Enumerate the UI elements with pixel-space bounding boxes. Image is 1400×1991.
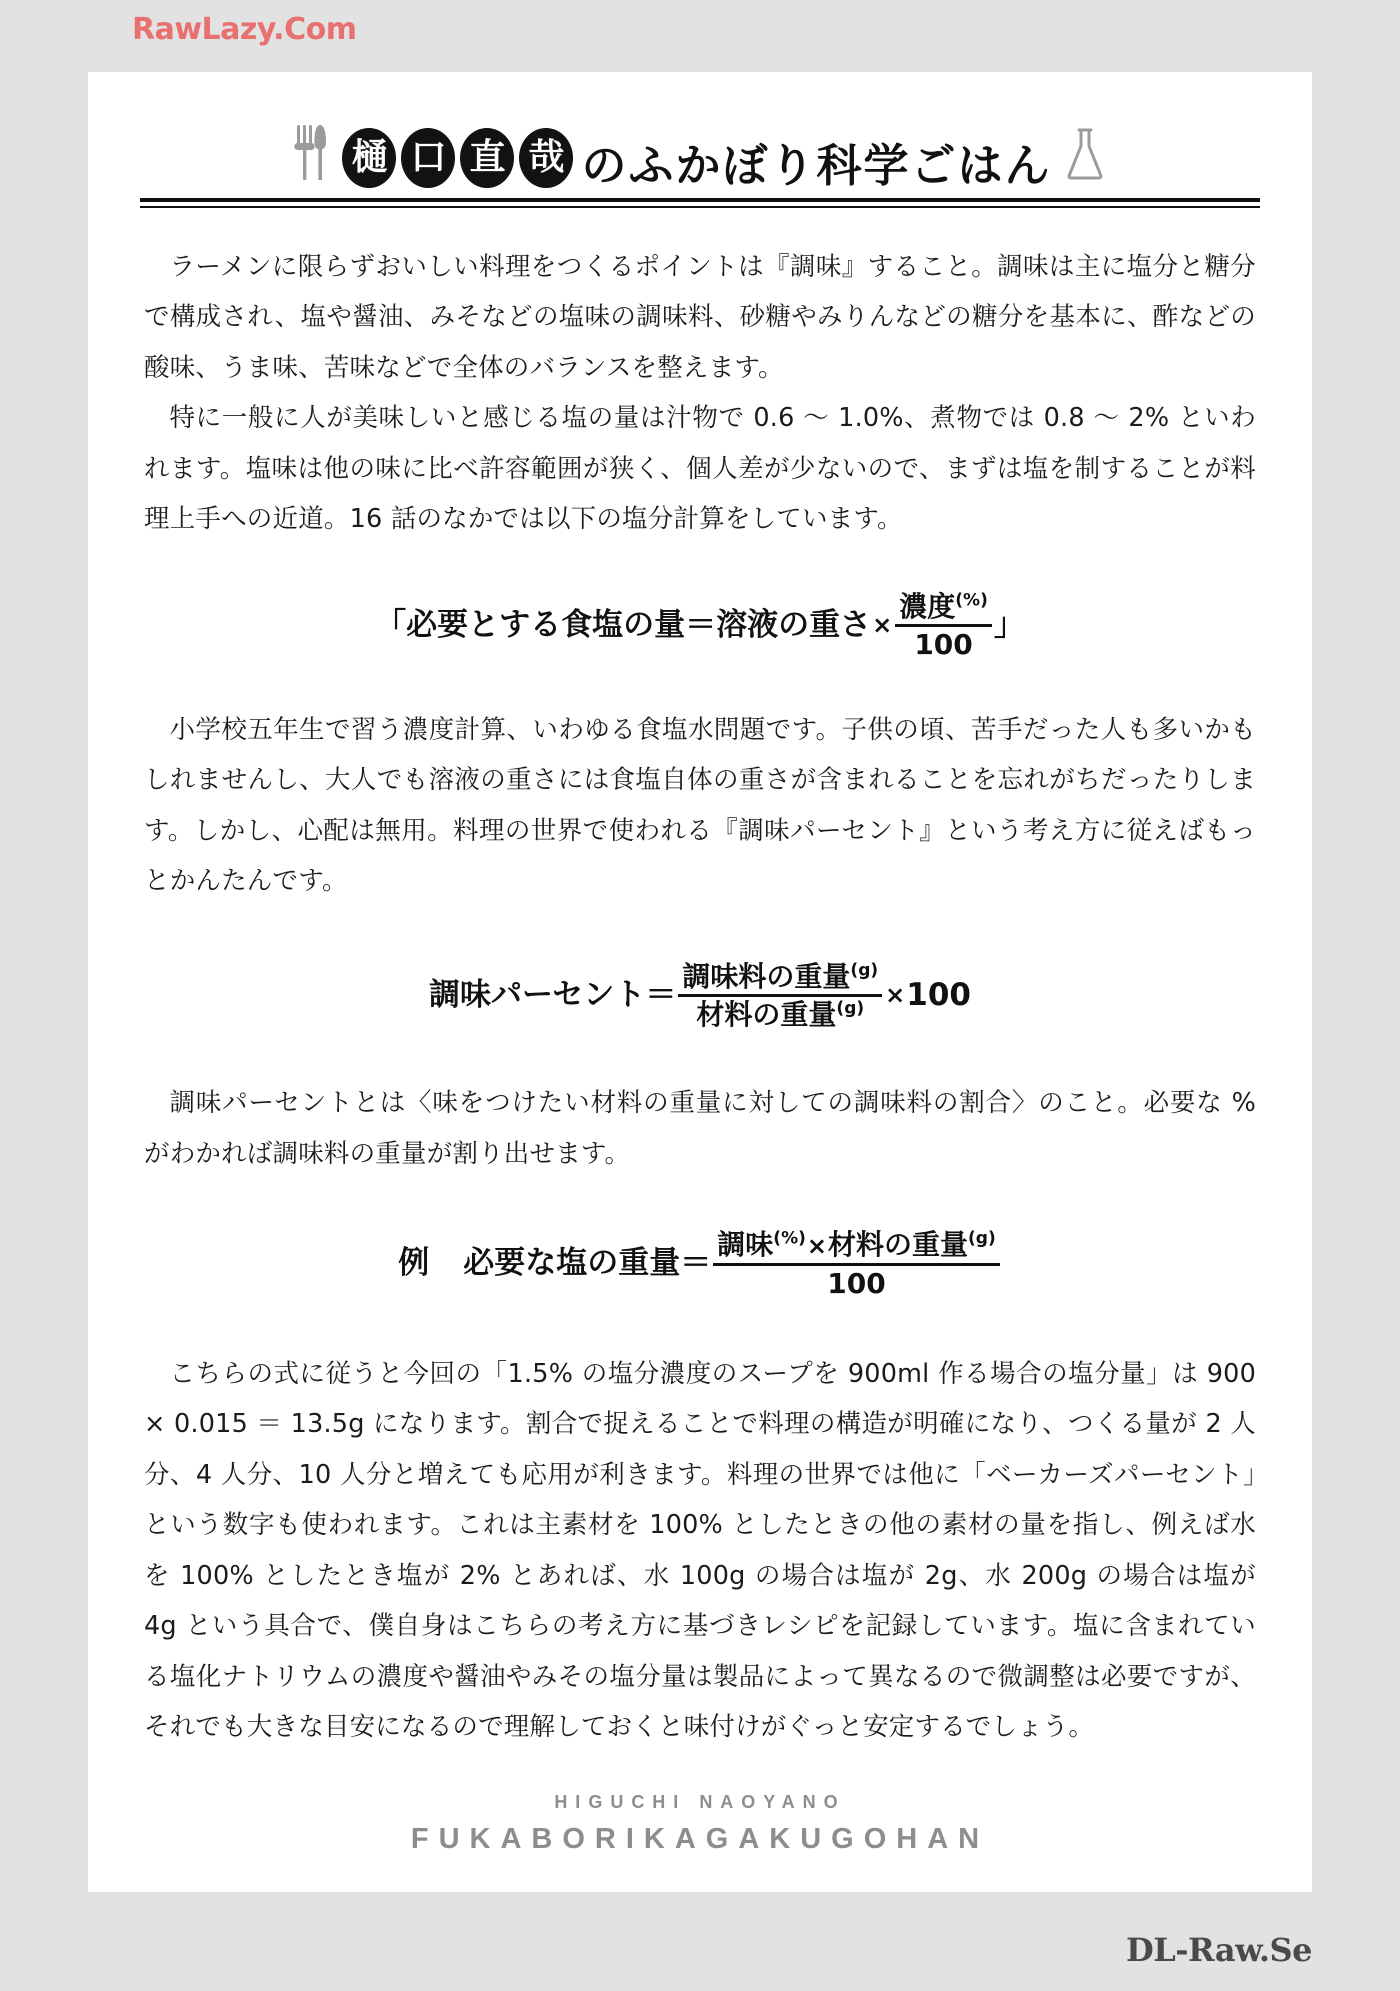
footer-author-line: HIGUCHI NAOYANO — [554, 1792, 846, 1812]
formula-1-open-bracket: 「 — [375, 606, 407, 643]
bottom-watermark: DL-Raw.Se — [1125, 1931, 1312, 1969]
formula-1-operator: × — [872, 610, 893, 639]
formula-1-lhs: 必要とする食塩の量＝溶液の重さ — [406, 606, 872, 643]
formula-3-numerator-a: 調味 — [717, 1228, 774, 1262]
formula-3-numerator-operator: × — [806, 1232, 827, 1261]
formula-3-lhs: 必要な塩の重量＝ — [463, 1245, 712, 1282]
formula-required-salt-amount — [144, 591, 1256, 661]
formula-1-numerator-text: 濃度 — [899, 589, 956, 623]
formula-3-numerator — [713, 1229, 999, 1265]
formula-1-close-bracket: 」 — [993, 606, 1025, 643]
page-footer — [88, 1792, 1312, 1856]
formula-2-numerator — [678, 961, 882, 997]
formula-seasoning-percent — [144, 961, 1256, 1031]
name-chip-2: 直 — [460, 128, 514, 188]
paragraph-2: 特に一般に人が美味しいと感じる塩の量は汁物で 0.6 〜 1.0%、煮物では 0.8 〜 2% といわれます。塩味は他の味に比べ許容範囲が狭く、個人差が少ないので、まずは塩を制することが料理上手への近道。16 話のなかでは以下の塩分計算をしています。 — [144, 403, 1256, 535]
top-watermark: RawLazy.Com — [132, 12, 357, 47]
erlenmeyer-flask-icon — [1064, 126, 1106, 187]
paragraph-3: 小学校五年生で習う濃度計算、いわゆる食塩水問題です。子供の頃、苦手だった人も多いかもしれませんし、大人でも溶液の重さには食塩自体の重さが含まれることを忘れがちだったりします。しかし、心配は無用。料理の世界で使われる『調味パーセント』という考え方に従えばもっとかんたんです。 — [144, 714, 1256, 897]
formula-2-lhs: 調味パーセント＝ — [429, 976, 677, 1013]
masthead-divider — [140, 198, 1260, 208]
name-chip-1: 口 — [401, 128, 455, 188]
formula-3-denominator: 100 — [827, 1266, 886, 1300]
formula-2-fraction — [678, 961, 882, 1031]
formula-1-denominator: 100 — [914, 628, 973, 662]
fork-and-knife-icon — [294, 123, 328, 186]
divider-thin-line — [140, 206, 1260, 208]
masthead — [140, 110, 1260, 192]
author-name-chips — [342, 128, 573, 188]
formula-2-numerator-unit: (g) — [850, 960, 879, 981]
formula-2-trailing-operator: × — [885, 980, 906, 1009]
name-chip-3: 哉 — [519, 128, 573, 188]
name-chip-0: 樋 — [342, 128, 396, 188]
formula-3-numerator-b: 材料の重量 — [827, 1228, 968, 1262]
formula-2-denominator — [692, 997, 868, 1030]
document-page — [88, 72, 1312, 1892]
formula-1-numerator — [895, 591, 992, 627]
paragraph-5: こちらの式に従うと今回の「1.5% の塩分濃度のスープを 900ml 作る場合の塩分量」は 900 × 0.015 ＝ 13.5g になります。割合で捉えることで料理の構造が明確になり、つくる量が 2 人分、4 人分、10 人分と増えても応用が利きます。料理の世界では他に「ベーカーズパーセント」という数字も使われます。これは主素材を 100% としたときの他の素材の量を指し、例えば水を 100% としたとき塩が 2% とあれば、水 100g の場合は塩が 2g、水 200g の場合は塩が 4g という具合で、僕自身はこちらの考え方に基づきレシピを記録しています。塩に含まれている塩化ナトリウムの濃度や醤油やみその塩分量は製品によって異なるので微調整は必要ですが、それでも大きな目安になるので理解しておくと味付けがぐっと安定するでしょう。 — [144, 1358, 1256, 1743]
formula-2-trailing-value: 100 — [906, 976, 971, 1013]
formula-3-fraction — [713, 1229, 999, 1299]
footer-title-line: FUKABORIKAGAKUGOHAN — [410, 1823, 990, 1855]
formula-2-numerator-text: 調味料の重量 — [682, 959, 851, 993]
paragraph-1: ラーメンに限らずおいしい料理をつくるポイントは『調味』すること。調味は主に塩分と糖分で構成され、塩や醤油、みそなどの塩味の調味料、砂糖やみりんなどの糖分を基本に、酢などの酸味、うま味、苦味などで全体のバランスを整えます。 — [144, 252, 1256, 383]
formula-3-numerator-a-unit: (%) — [773, 1228, 806, 1249]
formula-2-denominator-text: 材料の重量 — [696, 997, 837, 1031]
paragraph-4: 調味パーセントとは〈味をつけたい材料の重量に対しての調味料の割合〉のこと。必要な % がわかれば調味料の重量が割り出せます。 — [144, 1088, 1256, 1169]
formula-3-label: 例 — [398, 1245, 430, 1282]
formula-example-salt-weight — [144, 1229, 1256, 1299]
formula-1-fraction — [895, 591, 992, 661]
masthead-title-text: のふかぼり科学ごはん — [581, 139, 1052, 192]
formula-3-numerator-b-unit: (g) — [968, 1228, 996, 1249]
formula-2-denominator-unit: (g) — [836, 998, 865, 1019]
article-body — [144, 242, 1256, 1753]
formula-1-numerator-unit: (%) — [955, 590, 988, 611]
